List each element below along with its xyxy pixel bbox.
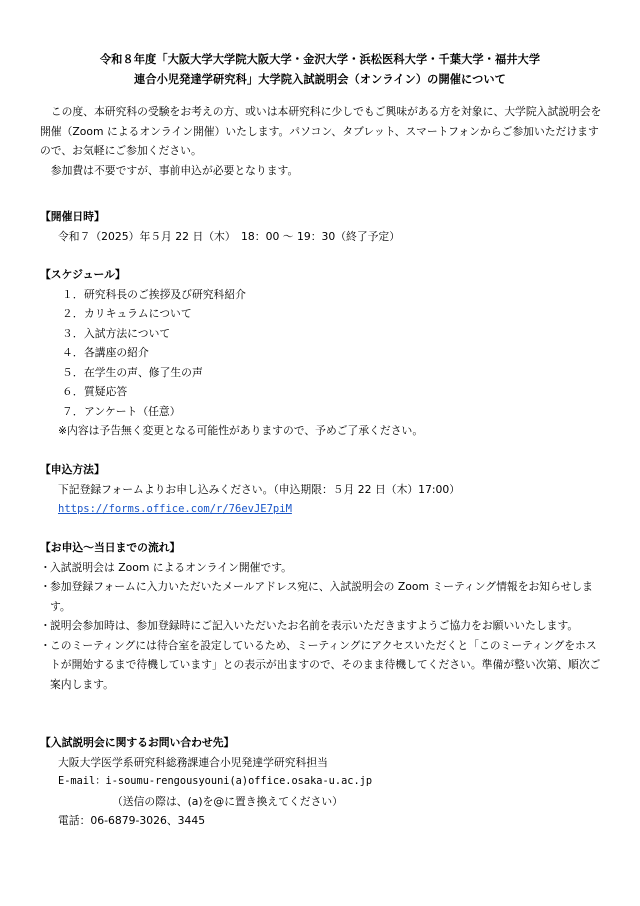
application-section (40, 460, 606, 520)
contact-heading: 【入試説明会に関するお問い合わせ先】 (40, 736, 235, 749)
document-title (40, 50, 600, 90)
flow-bullet: ・ 説明会参加時は、参加登録時にご記入いただいたお名前を表示いただきますようご協力をお願いいたします。 (40, 619, 579, 632)
contact-phone: 電話：06-6879-3026、3445 (58, 814, 206, 827)
title-line-2: 連合小児発達学研究科」大学院入試説明会（オンライン）の開催について (134, 73, 506, 86)
flow-section (40, 538, 606, 694)
registration-form-link[interactable]: https://forms.office.com/r/76evJE7piM (58, 503, 292, 515)
schedule-section (40, 265, 606, 441)
flow-heading: 【お申込～当日までの流れ】 (40, 541, 181, 554)
schedule-item: ７．アンケート（任意） (62, 404, 181, 418)
schedule-item: ５．在学生の声、修了生の声 (62, 365, 203, 379)
intro-paragraph: この度、本研究科の受験をお考えの方、或いは本研究科に少しでもご興味がある方を対象に、大学院入試説明会を開催（Zoom によるオンライン開催）いたします。パソコン、タブレット、スマートフォンからご参加いただけますので、お気軽にご参加ください。 (40, 105, 602, 157)
contact-email-note: （送信の際は、(a)を@に置き換えてください） (112, 794, 343, 808)
schedule-item: ２．カリキュラムについて (62, 307, 192, 320)
schedule-heading: 【スケジュール】 (40, 268, 126, 281)
schedule-item: ６．質疑応答 (62, 385, 128, 398)
application-heading: 【申込方法】 (40, 463, 105, 476)
fee-paragraph: 参加費は不要ですが、事前申込が必要となります。 (50, 163, 299, 177)
flow-bullet: ・ 入試説明会は Zoom によるオンライン開催です。 (40, 560, 292, 574)
flow-bullet: ・ このミーティングには待合室を設定しているため、ミーティングにアクセスいただくと「このミーティングをホストが開始するまで待機しています」との表示が出ますので、そのまま待機してください。準備が整い次第、順次ご案内します。 (40, 638, 601, 691)
datetime-value: 令和７（2025）年５月 22 日（木） 18：00 ～ 19：30（終了予定） (58, 229, 401, 243)
contact-section (40, 733, 606, 831)
intro-section (40, 102, 606, 180)
contact-email: E-mail：i-soumu-rengousyouni(a)office.osaka-u.ac.jp (58, 775, 373, 787)
datetime-heading: 【開催日時】 (40, 210, 105, 223)
contact-org: 大阪大学医学系研究科総務課連合小児発達学研究科担当 (58, 755, 328, 769)
datetime-section (40, 207, 606, 246)
schedule-item: ３．入試方法について (62, 326, 171, 340)
schedule-item: １．研究科長のご挨拶及び研究科紹介 (62, 287, 246, 301)
title-line-1: 令和８年度「大阪大学大学院大阪大学・金沢大学・浜松医科大学・千葉大学・福井大学 (99, 53, 541, 66)
flow-bullet: ・ 参加登録フォームに入力いただいたメールアドレス宛に、入試説明会の Zoom ミーティング情報をお知らせします。 (40, 580, 593, 613)
schedule-item: ４．各講座の紹介 (62, 346, 149, 359)
application-text: 下記登録フォームよりお申し込みください。（申込期限：５月 22 日（木）17:00） (58, 482, 461, 496)
schedule-note: ※内容は予告無く変更となる可能性がありますので、予めご了承ください。 (58, 424, 424, 437)
